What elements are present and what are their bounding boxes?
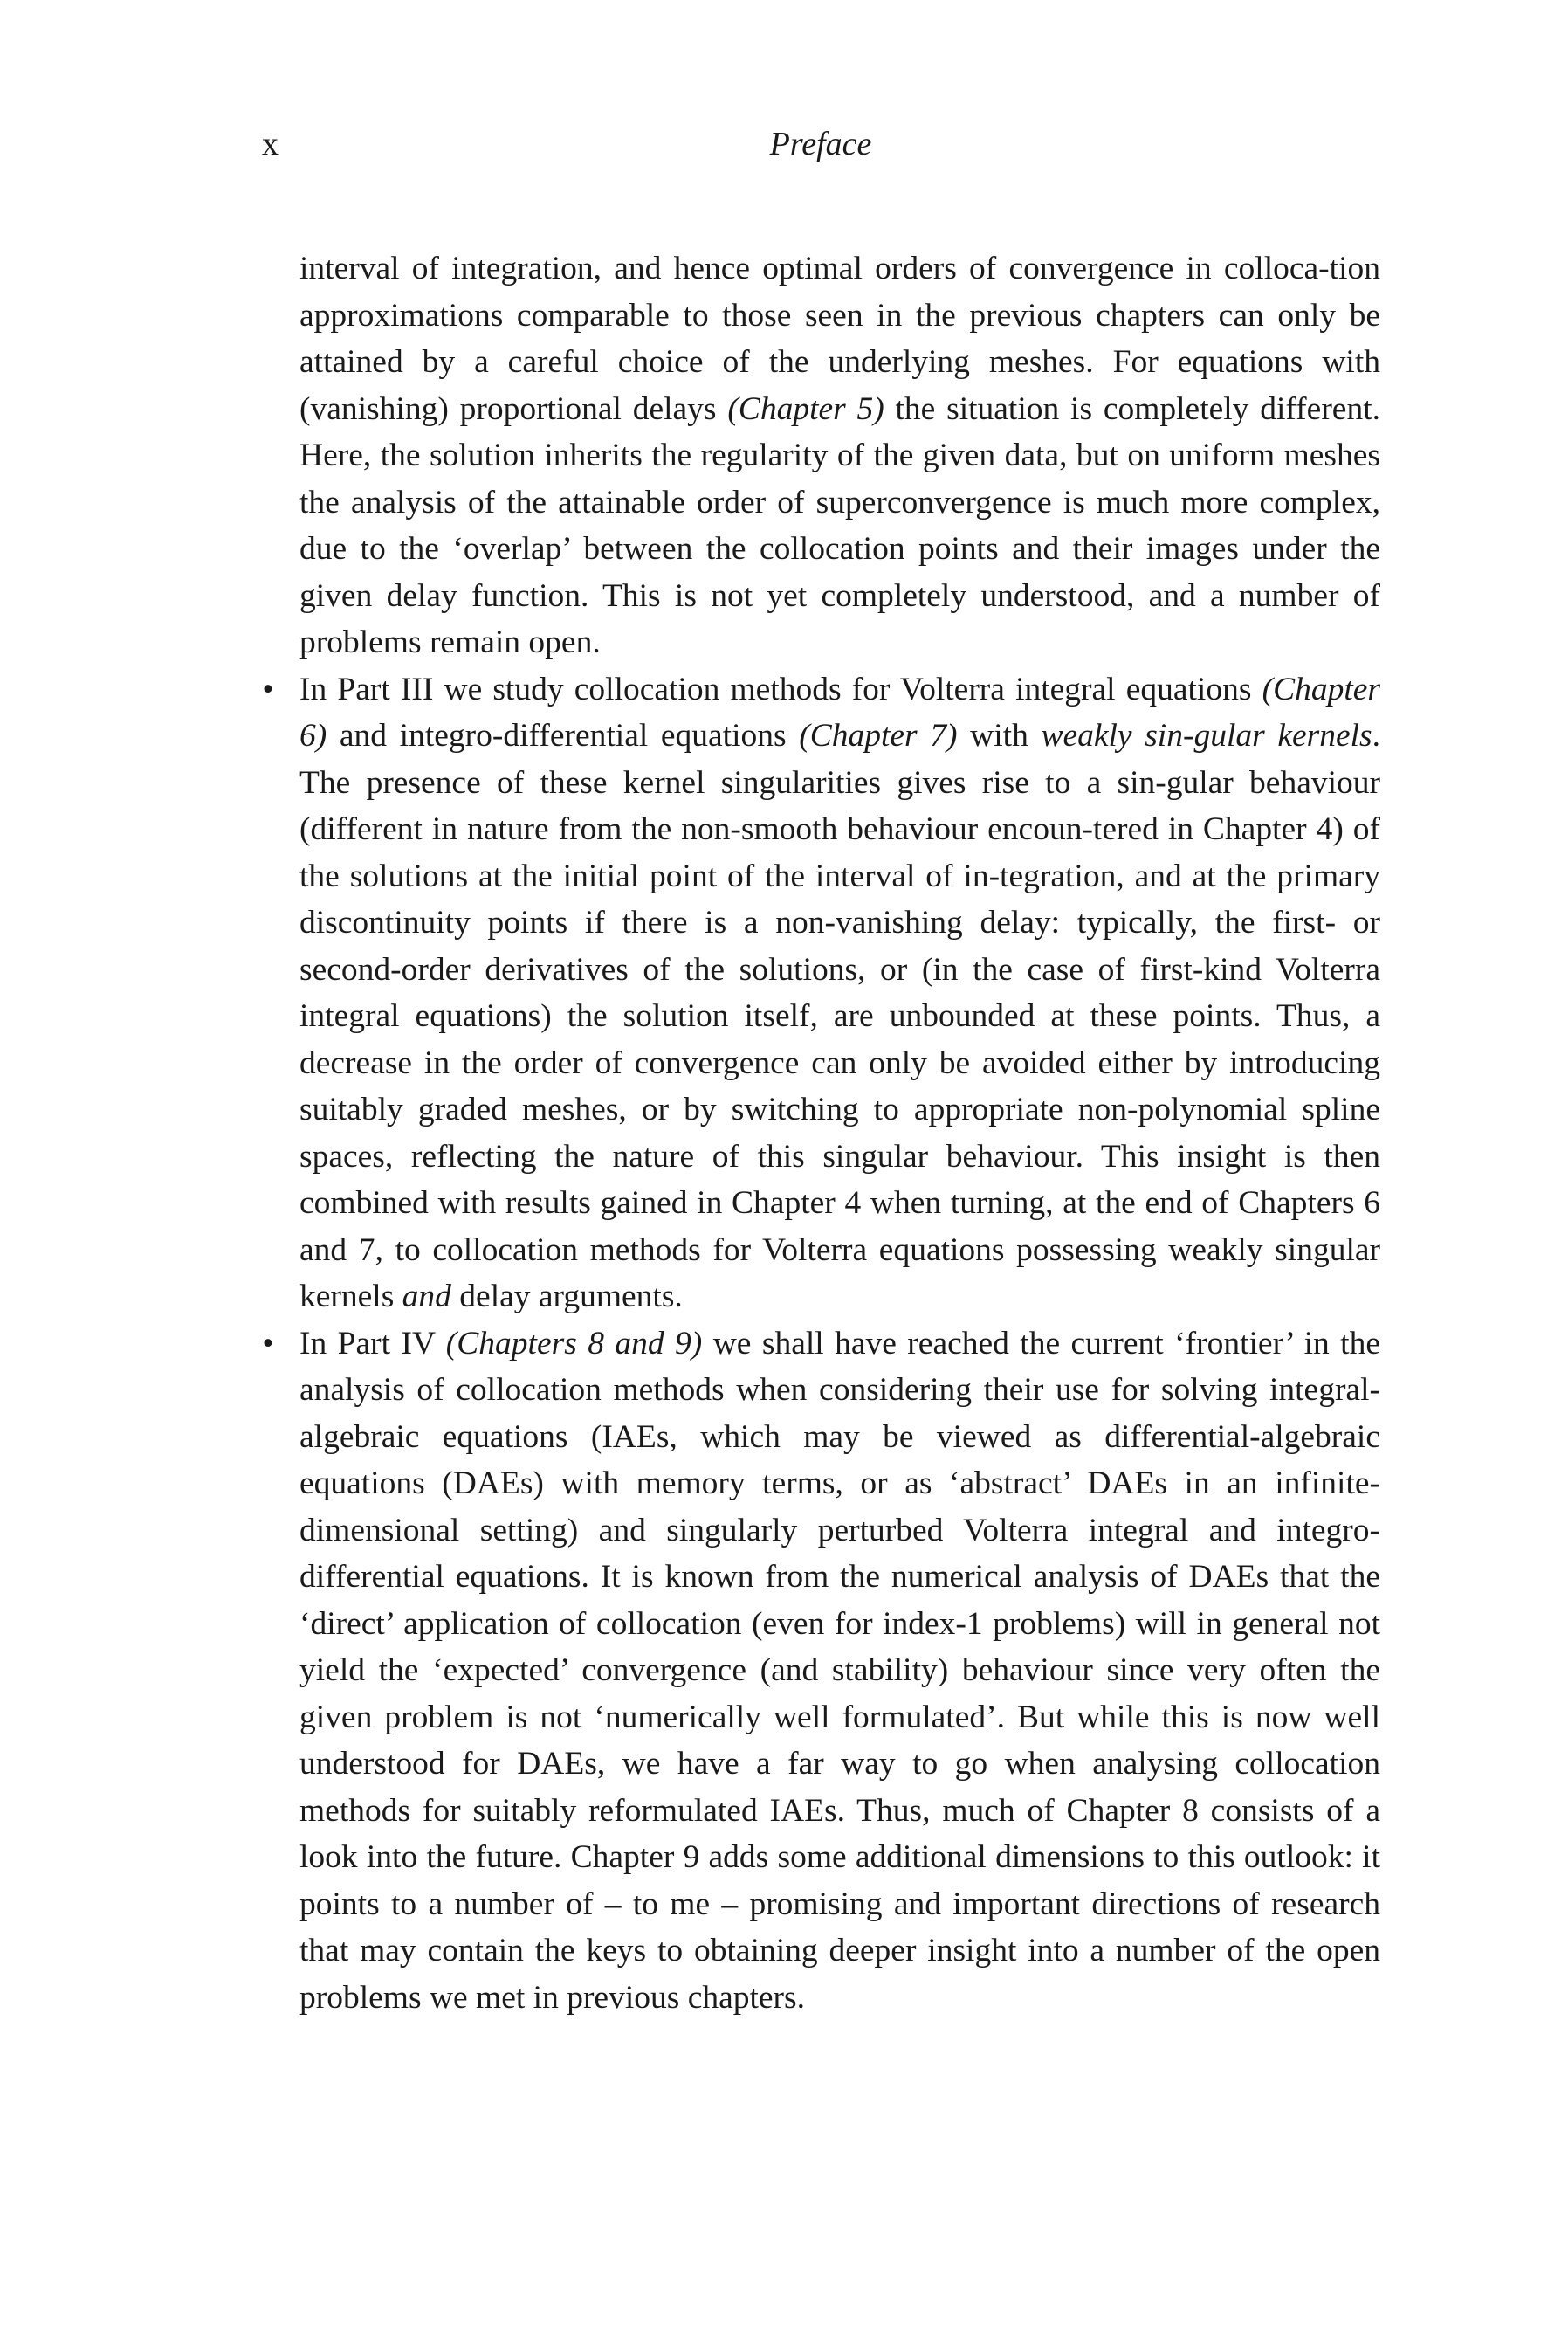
chapter-reference: (Chapter 7)	[799, 718, 958, 754]
text-run: interval of integration, and hence optimal orders of convergence in colloca-tion approximations comparable to those seen in the previous chapters can only be attained by a careful choice of the underlying meshes. For equations with (vanishing) proportional delays	[299, 251, 1380, 427]
text-run: In Part III we study collocation methods for Volterra integral equations	[299, 671, 1262, 707]
text-run: and integro-differential equations	[327, 718, 800, 754]
text-run: . The presence of these kernel singularities gives rise to a sin-gular behaviour (different in nature from the non-smooth behaviour encoun-tered in Chapter 4) of the solutions at the initial point of the interval of in-tegration, and at the primary discontinuity points if there is a non-vanishing delay: typically, the first- or second-order derivatives of the solutions, or (in the case of first-kind Volterra integral equations) the solution itself, are unbounded at these points. Thus, a decrease in the order of convergence can only be avoided either by introducing suitably graded meshes, or by switching to appropriate non-polynomial spline spaces, reflecting the nature of this singular behaviour. This insight is then combined with results gained in Chapter 4 when turning, at the end of Chapters 6 and 7, to collocation methods for Volterra equations possessing weakly singular kernels	[299, 718, 1380, 1314]
page-number: x	[262, 126, 279, 162]
text-run: with	[957, 718, 1042, 754]
bullet-item-part-iii	[262, 666, 1380, 1320]
running-title: Preface	[769, 126, 872, 162]
emphasis-term: weakly sin-gular kernels	[1041, 718, 1372, 754]
text-run: delay arguments.	[450, 1279, 683, 1314]
bullet-icon: •	[262, 1325, 274, 1362]
emphasis-term: and	[402, 1279, 451, 1314]
text-run: the situation is completely different. Here, the solution inherits the regularity of the given data, but on uniform meshes the analysis of the attainable order of superconvergence is much more complex, due to the ‘overlap’ between the collocation points and their images under the given delay function. This is not yet completely understood, and a number of problems remain open.	[299, 390, 1380, 660]
continuation-paragraph	[299, 245, 1380, 666]
text-run: we shall have reached the current ‘frontier’ in the analysis of collocation methods when considering their use for solving integral-algebraic equations (IAEs, which may be viewed as differential-algebraic equations (DAEs) with memory terms, or as ‘abstract’ DAEs in an infinite-dimensional setting) and singularly perturbed Volterra integral and integro-differential equations. It is known from the numerical analysis of DAEs that the ‘direct’ application of collocation (even for index-1 problems) will in general not yield the ‘expected’ convergence (and stability) behaviour since very often the given problem is not ‘numerically well formulated’. But while this is now well understood for DAEs, we have a far way to go when analysing collocation methods for suitably reformulated IAEs. Thus, much of Chapter 8 consists of a look into the future. Chapter 9 adds some additional dimensions to this outlook: it points to a number of – to me – promising and important directions of research that may contain the keys to obtaining deeper insight into a number of the open problems we met in previous chapters.	[299, 1325, 1380, 2016]
bullet-icon: •	[262, 671, 274, 707]
chapter-reference: (Chapter 6)	[299, 671, 1380, 754]
chapter-reference: (Chapters 8 and 9)	[445, 1325, 703, 1362]
page-header	[262, 122, 1379, 166]
text-run: In Part IV	[299, 1325, 446, 1362]
bullet-item-part-iv	[262, 1320, 1380, 2022]
chapter-reference: (Chapter 5)	[727, 390, 884, 427]
preface-body	[262, 245, 1380, 2021]
